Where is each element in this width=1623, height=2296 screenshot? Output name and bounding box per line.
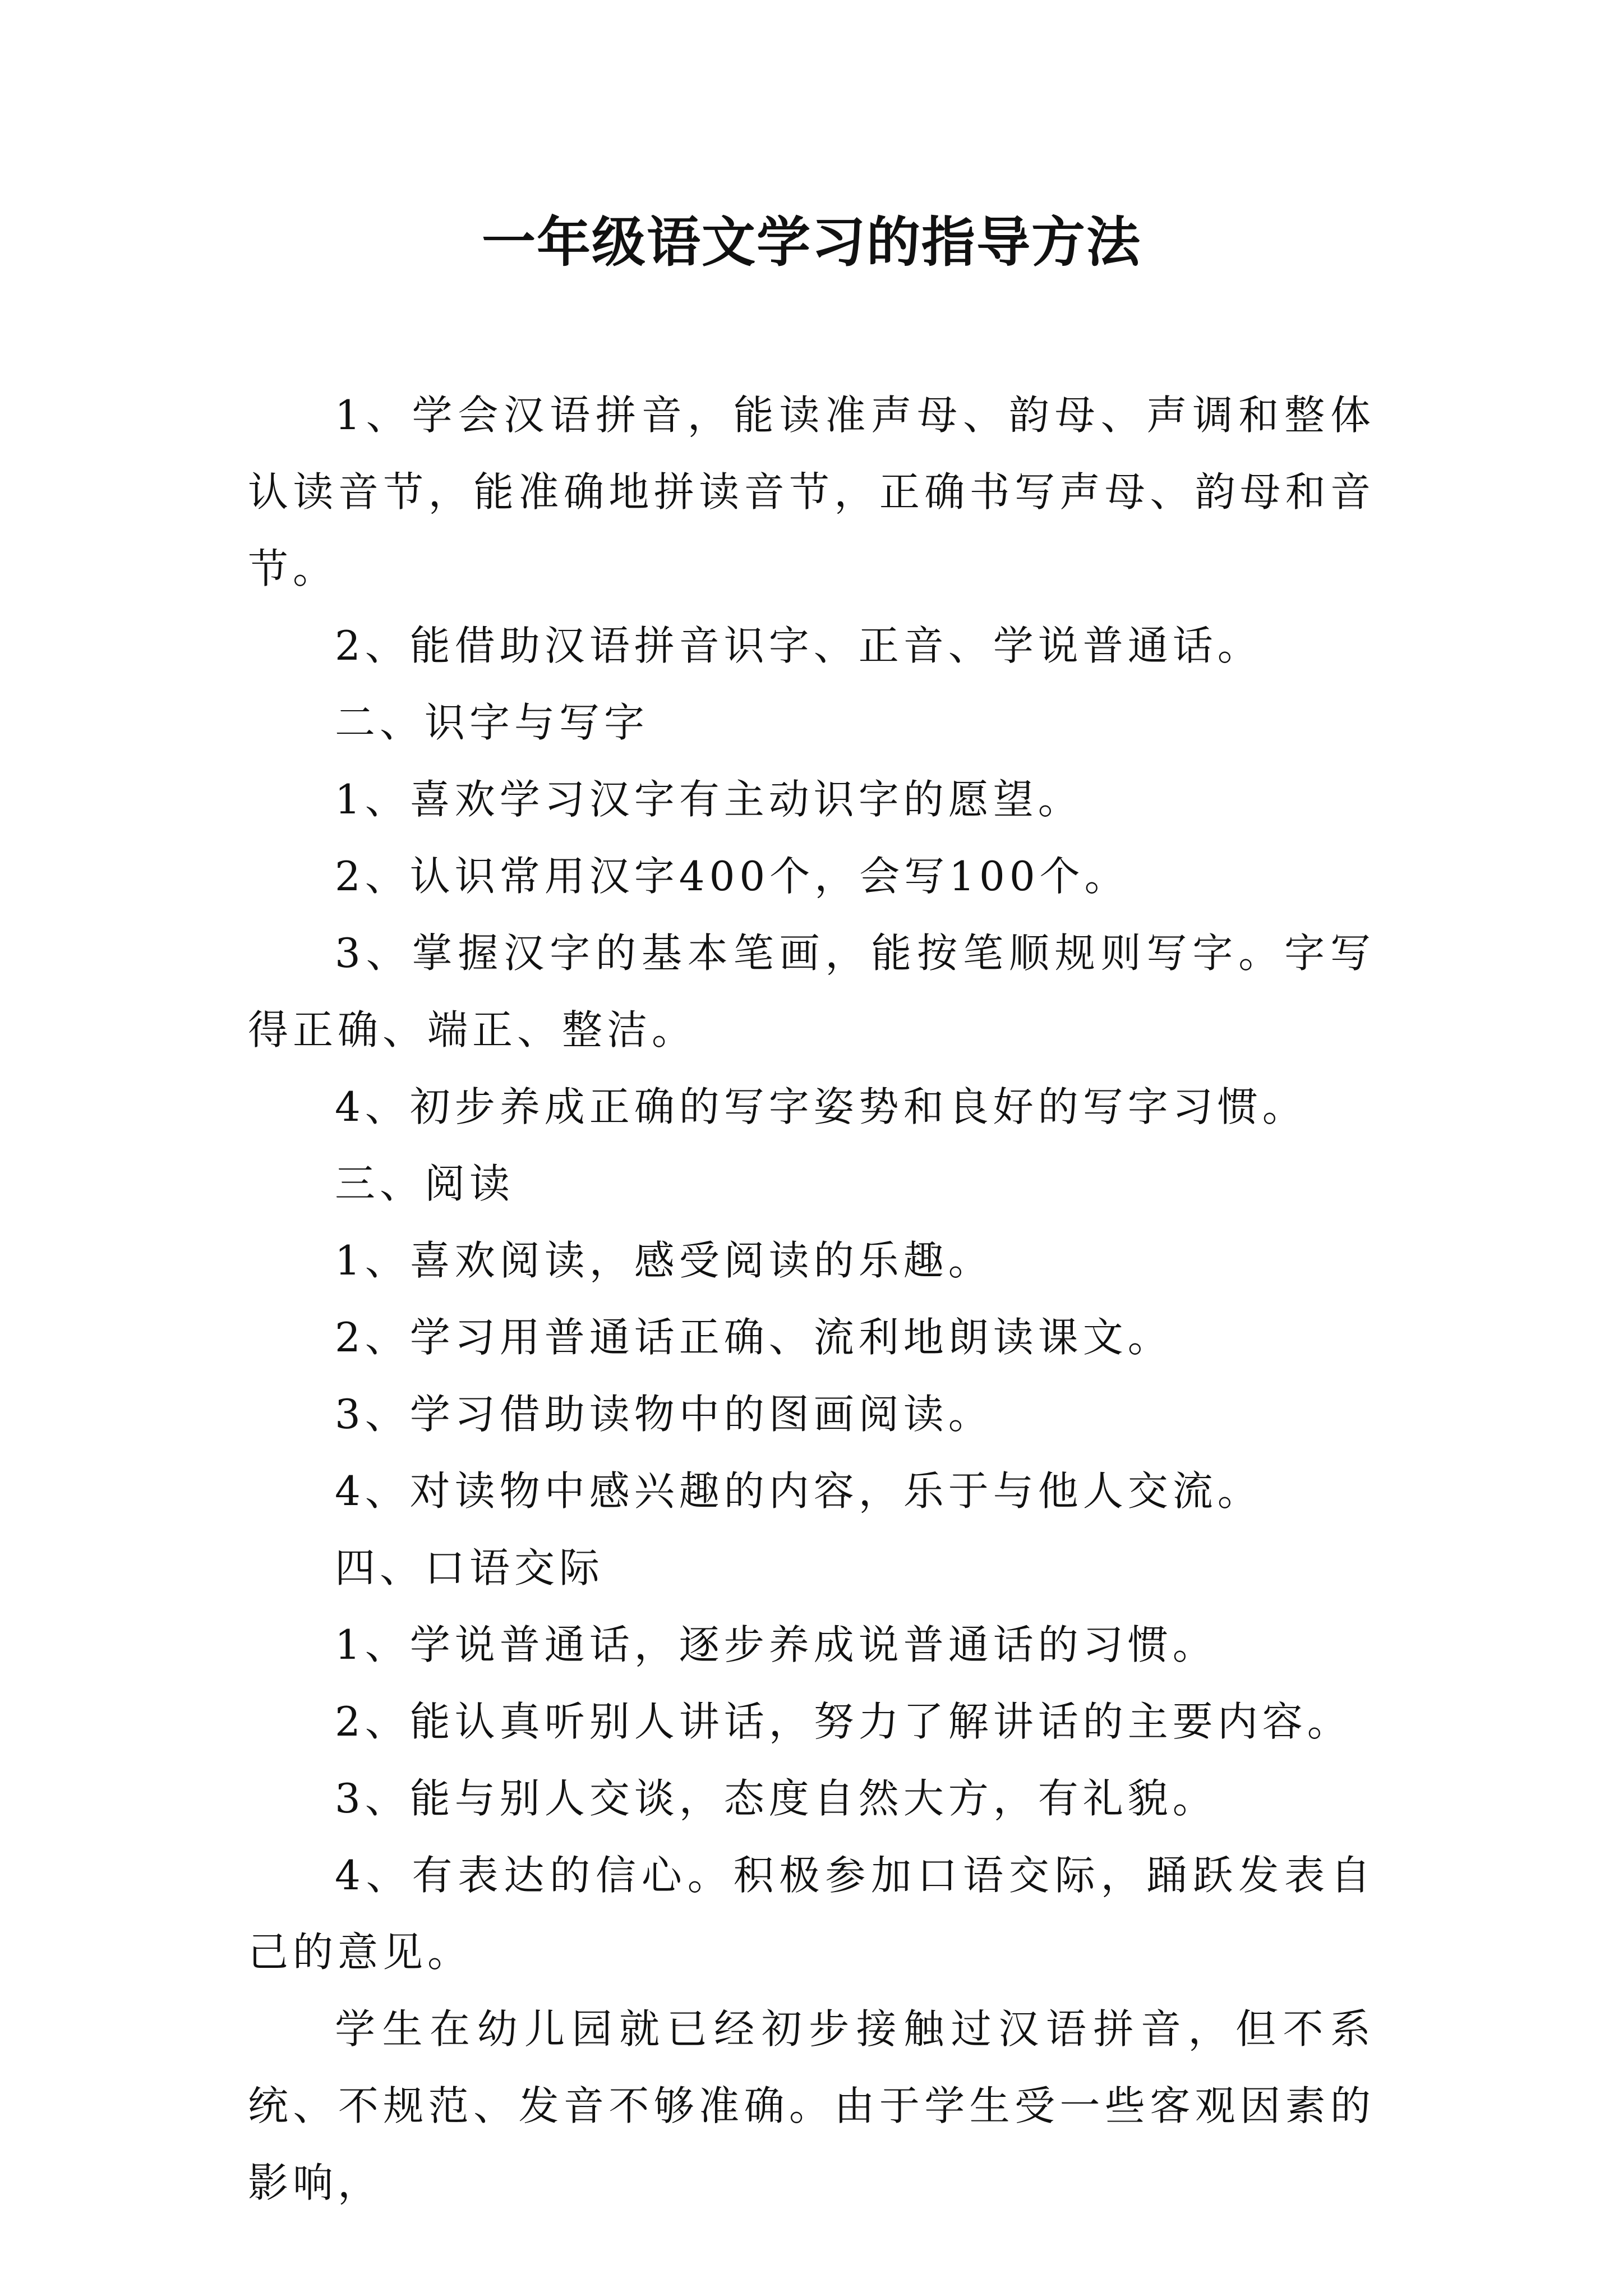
paragraph: 1、喜欢阅读，感受阅读的乐趣。 (335, 1237, 993, 1284)
section-heading: 二、识字与写字 (335, 699, 649, 746)
section-heading: 四、口语交际 (335, 1544, 605, 1591)
section-heading: 三、阅读 (335, 1160, 515, 1207)
paragraph: 1、学说普通话，逐步养成说普通话的习惯。 (335, 1621, 1218, 1668)
paragraph: 2、学习用普通话正确、流利地朗读课文。 (335, 1314, 1173, 1361)
paragraph: 4、对读物中感兴趣的内容，乐于与他人交流。 (335, 1467, 1262, 1515)
paragraph: 3、掌握汉字的基本笔画，能按笔顺规则写字。字写得正确、端正、整洁。 (248, 930, 1375, 1053)
paragraph: 3、学习借助读物中的图画阅读。 (335, 1391, 993, 1438)
paragraph: 1、学会汉语拼音，能读准声母、韵母、声调和整体认读音节，能准确地拼读音节，正确书写声母、韵母和音节。 (248, 392, 1375, 592)
page-title: 一年级语文学习的指导方法 (482, 211, 1141, 274)
paragraph: 2、能借助汉语拼音识字、正音、学说普通话。 (335, 622, 1262, 669)
paragraph: 4、有表达的信心。积极参加口语交际，踊跃发表自己的意见。 (248, 1852, 1375, 1976)
paragraph: 2、能认真听别人讲话，努力了解讲话的主要内容。 (335, 1698, 1352, 1745)
document-body (248, 377, 1375, 2221)
paragraph: 4、初步养成正确的写字姿势和良好的写字习惯。 (335, 1083, 1307, 1130)
paragraph: 2、认识常用汉字400个，会写100个。 (335, 853, 1129, 900)
paragraph: 1、喜欢学习汉字有主动识字的愿望。 (335, 776, 1083, 823)
paragraph: 3、能与别人交谈，态度自然大方，有礼貌。 (335, 1775, 1218, 1822)
paragraph: 学生在幼儿园就已经初步接触过汉语拼音，但不系统、不规范、发音不够准确。由于学生受一些客观因素的影响， (248, 2005, 1375, 2206)
